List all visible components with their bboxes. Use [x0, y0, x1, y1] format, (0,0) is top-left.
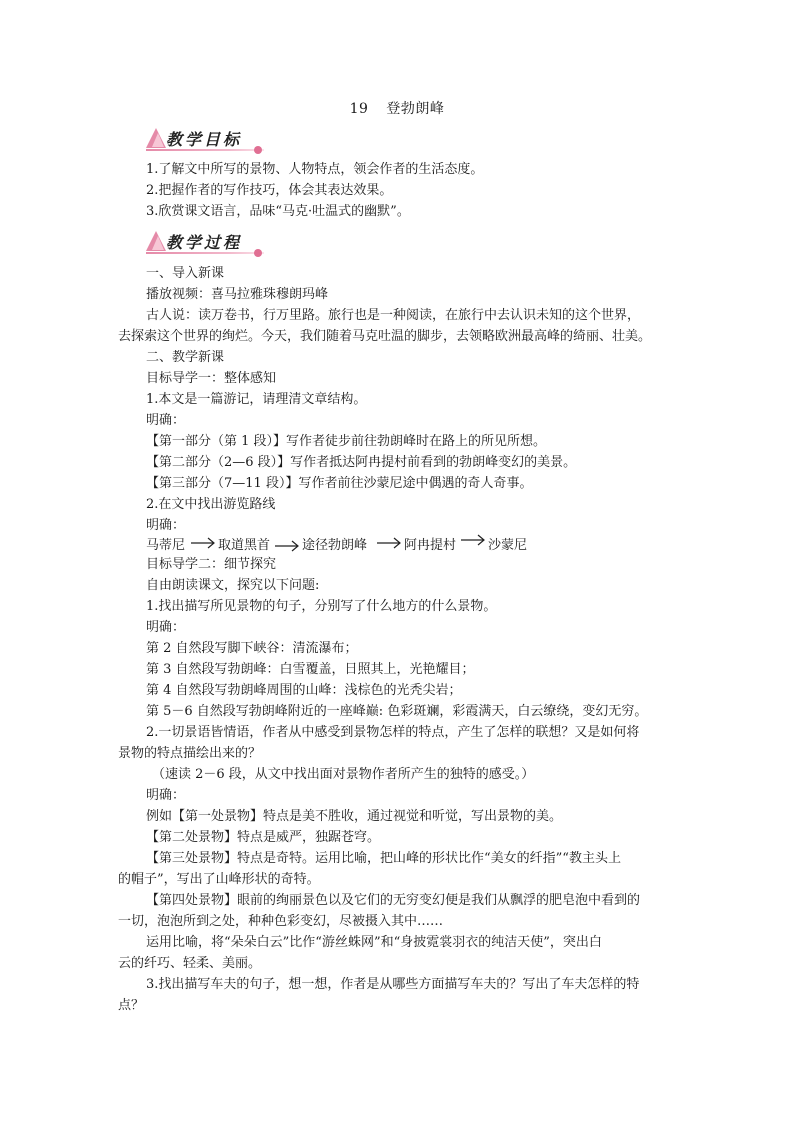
- question: 2.在文中找出游览路线: [146, 497, 276, 512]
- answer-label: 明确：: [146, 413, 186, 428]
- heading-new-lesson: 二、教学新课: [146, 350, 225, 365]
- paragraph: 古人说：读万卷书，行万里路。旅行也是一种阅读，在旅行中去认识未知的这个世界，: [146, 308, 641, 323]
- arrow-right-icon: [274, 540, 300, 552]
- question: 3.找出描写车夫的句子，想一想，作者是从哪些方面描写车夫的？写出了车夫怎样的特: [146, 977, 640, 992]
- paragraph: 第 3 自然段写勃朗峰：白雪覆盖，日照其上，光艳耀目；: [146, 662, 475, 677]
- goal-item: 3.欣赏课文语言，品味“马克·吐温式的幽默”。: [146, 204, 410, 219]
- goal-item: 1.了解文中所写的景物、人物特点，领会作者的生活态度。: [146, 162, 484, 177]
- paragraph: 第 5－6 自然段写勃朗峰附近的一座峰巅: 色彩斑斓，彩霞满天，白云缭绕，变幻无穷。: [146, 704, 648, 719]
- paragraph: 播放视频：喜马拉雅珠穆朗玛峰: [146, 287, 329, 302]
- paragraph: 例如【第一处景物】特点是美不胜收，通过视觉和听觉，写出景物的美。: [146, 809, 563, 824]
- paragraph: 第 4 自然段写勃朗峰周围的山峰：浅棕色的光秃尖岩；: [146, 683, 462, 698]
- route-stop: 途径勃朗峰: [302, 538, 368, 553]
- paragraph-continued: 一切，泡泡所到之处，种种色彩变幻，尽被摄入其中……: [118, 914, 444, 929]
- lesson-number: 19: [349, 101, 369, 117]
- paragraph: 【第四处景物】眼前的绚丽景色以及它们的无穷变幻便是我们从飘浮的肥皂泡中看到的: [146, 893, 641, 908]
- paragraph-continued: 云的纤巧、轻柔、美丽。: [118, 956, 262, 971]
- section-title-process: 教学过程: [166, 233, 243, 252]
- paragraph-continued: 的帽子”，写出了山峰形状的奇特。: [118, 872, 320, 887]
- answer-label: 明确：: [146, 620, 186, 635]
- paragraph: 【第三部分（7—11 段）】写作者前往沙蒙尼途中偶遇的奇人奇事。: [146, 476, 533, 491]
- question: 2.一切景语皆情语，作者从中感受到景物怎样的特点，产生了怎样的联想？又是如何将: [146, 725, 640, 740]
- section-title-goals: 教学目标: [166, 130, 243, 149]
- subheading: 目标导学一：整体感知: [146, 371, 277, 386]
- answer-label: 明确：: [146, 518, 186, 533]
- heading-intro: 一、导入新课: [146, 266, 225, 281]
- route-stop: 沙蒙尼: [488, 538, 528, 553]
- question-continued: 景物的特点描绘出来的？: [118, 746, 262, 761]
- route-stop: 阿冉提村: [404, 538, 457, 553]
- question: 1.本文是一篇游记，请理清文章结构。: [146, 392, 367, 407]
- section-banner-goals: [146, 127, 266, 153]
- paragraph: 【第一部分（第 1 段）】写作者徒步前往勃朗峰时在路上的所见所想。: [146, 434, 547, 449]
- goal-item: 2.把握作者的写作技巧，体会其表达效果。: [146, 183, 393, 198]
- section-banner-process: [146, 230, 266, 256]
- banner-dot-icon: [254, 146, 262, 154]
- paragraph: 第 2 自然段写脚下峡谷：清流瀑布；: [146, 641, 358, 656]
- paragraph: （速读 2－6 段，从文中找出面对景物作者所产生的独特的感受。）: [152, 767, 535, 782]
- paragraph: 自由朗读课文，探究以下问题:: [146, 578, 320, 593]
- paragraph: 【第三处景物】特点是奇特。运用比喻，把山峰的形状比作“美女的纤指”“教主头上: [146, 851, 621, 866]
- arrow-right-icon: [460, 534, 486, 546]
- route-stop: 取道黑首: [218, 538, 271, 553]
- paragraph-continued: 去探索这个世界的绚烂。今天，我们随着马克吐温的脚步，去领略欧洲最高峰的绮丽、壮美。: [118, 329, 652, 344]
- answer-label: 明确：: [146, 788, 186, 803]
- route-stop: 马蒂尼: [146, 538, 186, 553]
- lesson-title: [0, 98, 794, 118]
- arrow-right-icon: [376, 537, 402, 549]
- paragraph: 【第二处景物】特点是威严，独踞苍穹。: [146, 830, 381, 845]
- question: 1.找出描写所见景物的句子，分别写了什么地方的什么景物。: [146, 599, 497, 614]
- lesson-title-text: 登勃朗峰: [386, 101, 445, 117]
- question-continued: 点？: [118, 998, 145, 1013]
- subheading: 目标导学二：细节探究: [146, 557, 277, 572]
- paragraph: 【第二部分（2—6 段）】写作者抵达阿冉提村前看到的勃朗峰变幻的美景。: [146, 455, 577, 470]
- arrow-right-icon: [190, 537, 216, 549]
- paragraph: 运用比喻，将“朵朵白云”比作“游丝蛛网”和“身披霓裳羽衣的纯洁天使”，突出白: [146, 935, 602, 950]
- banner-dot-icon: [254, 249, 262, 257]
